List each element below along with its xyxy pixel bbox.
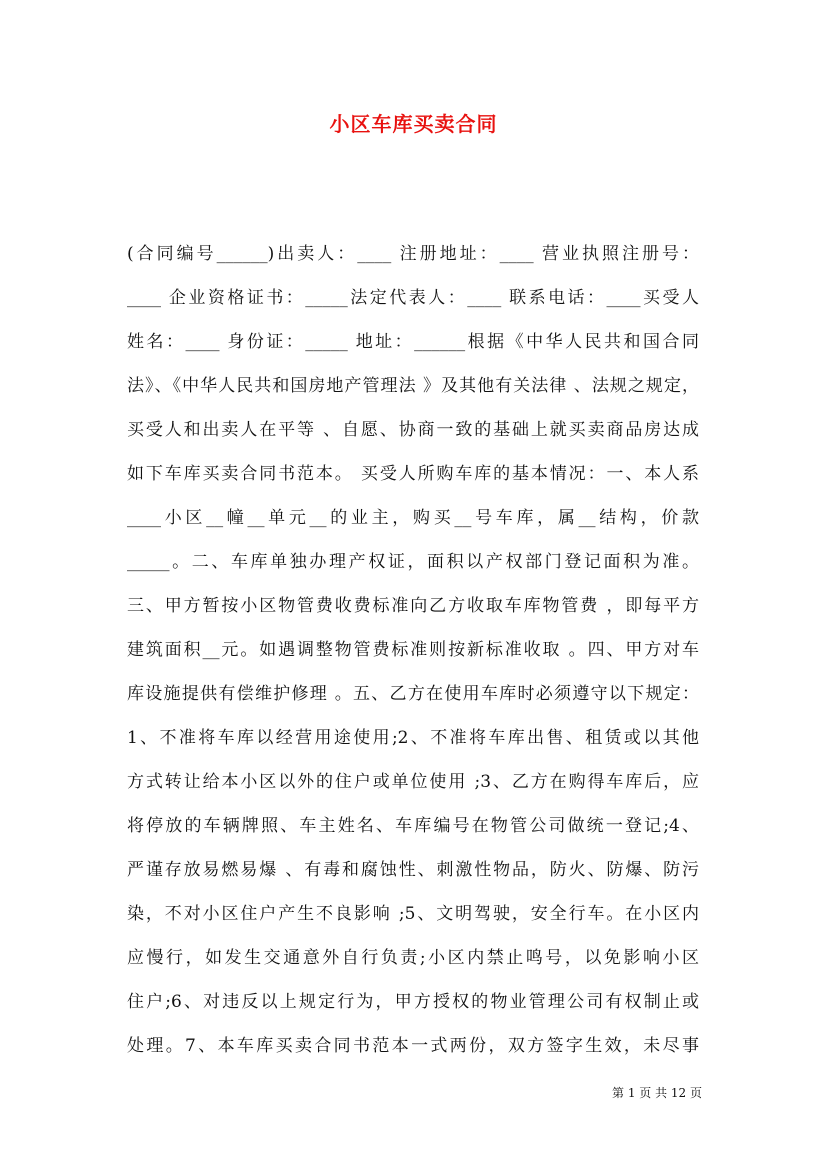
body-line: (合同编号______)出卖人：____ 注册地址：____ 营业执照注册号： — [127, 244, 699, 264]
body-line: ____小区__幢__单元__的业主，购买__号车库，属__结构，价款 — [127, 508, 699, 528]
body-line: 染，不对小区住户产生不良影响 ;5、文明驾驶，安全行车。在小区内 — [127, 904, 699, 924]
body-line: 将停放的车辆牌照、车主姓名、车库编号在物管公司做统一登记;4、 — [127, 816, 699, 836]
body-line: 应慢行，如发生交通意外自行负责;小区内禁止鸣号，以免影响小区 — [127, 948, 699, 968]
body-line: 严谨存放易燃易爆 、有毒和腐蚀性、刺激性物品，防火、防爆、防污 — [127, 860, 699, 880]
body-line: 法》、《中华人民共和国房地产管理法 》及其他有关法律 、法规之规定， — [127, 376, 699, 396]
body-line: 如下车库买卖合同书范本。 买受人所购车库的基本情况：一、本人系 — [127, 464, 699, 484]
document-title: 小区车库买卖合同 — [329, 112, 498, 136]
body-line: ____ 企业资格证书：_____法定代表人：____ 联系电话：____买受人 — [127, 288, 699, 308]
body-line: 住户;6、对违反以上规定行为，甲方授权的物业管理公司有权制止或 — [127, 992, 699, 1012]
page-number: 第 1 页 共 12 页 — [612, 1086, 702, 1100]
body-line: 姓名：____ 身份证：_____ 地址：______根据《中华人民共和国合同 — [127, 332, 699, 352]
body-line: 建筑面积__元。如遇调整物管费标准则按新标准收取 。四、甲方对车 — [127, 640, 699, 660]
body-line: _____。二、车库单独办理产权证，面积以产权部门登记面积为准。 — [127, 552, 699, 572]
body-line: 三、甲方暂按小区物管费收费标准向乙方收取车库物管费 ，即每平方 — [127, 596, 699, 616]
body-line: 1、不准将车库以经营用途使用;2、不准将车库出售、租赁或以其他 — [127, 728, 699, 748]
body-line: 方式转让给本小区以外的住户或单位使用 ;3、乙方在购得车库后，应 — [127, 772, 699, 792]
body-line: 买受人和出卖人在平等 、自愿、协商一致的基础上就买卖商品房达成 — [127, 420, 699, 440]
body-line: 库设施提供有偿维护修理 。五、乙方在使用车库时必须遵守以下规定： — [127, 684, 699, 704]
body-line: 处理。7、本车库买卖合同书范本一式两份，双方签字生效，未尽事 — [127, 1036, 699, 1056]
